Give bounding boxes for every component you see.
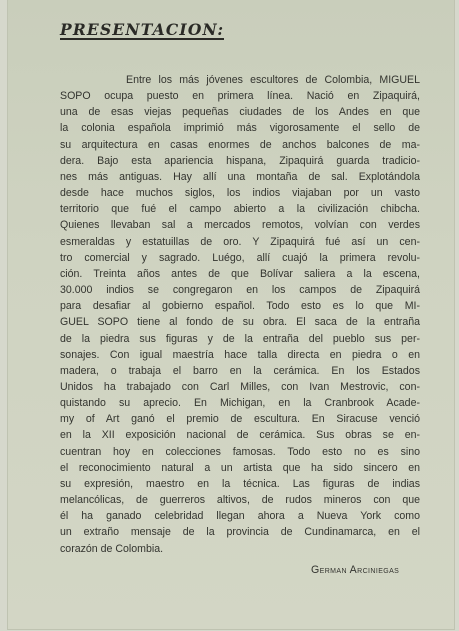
document-page <box>8 0 454 629</box>
paragraph-line: madera, o trabaja el barro en la cerámica. En los Estados <box>60 364 420 377</box>
paragraph-line: Quienes llevaban sal a mercados remotos, volvían con verdes <box>60 219 420 232</box>
paragraph-line: 30.000 indios se congregaron en los campos de Zipaquirá <box>60 284 420 297</box>
paragraph-line: en la XII exposición nacional de cerámica. Sus obras se en- <box>60 429 420 442</box>
paragraph-line: territorio que fué el campo abierto a la civilización chibcha. <box>60 203 420 216</box>
paragraph-line: el reconocimiento natural a un artista que ha sido sincero en <box>60 461 420 474</box>
paragraph-line: Entre los más jóvenes escultores de Colombia, MIGUEL <box>126 74 420 86</box>
paragraph-line: ción. Treinta años antes de que Bolívar saliera a la escena, <box>60 267 420 280</box>
author-signature: German Arciniegas <box>311 564 400 576</box>
paragraph-line: su arquitectura en casas enormes de anchos balcones de ma- <box>60 138 420 151</box>
presentation-paragraph <box>60 72 420 557</box>
paragraph-line: un extraño mensaje de la provincia de Cundinamarca, en el <box>60 526 420 539</box>
paragraph-line: nes más antiguas. Hay allí una montaña de sal. Explotándola <box>60 170 420 183</box>
paragraph-line: Unidos ha trabajado con Carl Milles, con Ivan Mestrovic, con- <box>60 380 420 393</box>
paragraph-line: esmeraldas y estatuillas de oro. Y Zipaquirá fué así un cen- <box>60 235 420 248</box>
paragraph-line: su expresión, maestro en la técnica. Las figuras de indias <box>60 477 420 490</box>
paragraph-line: para desafiar al gobierno español. Todo esto es lo que MI- <box>60 300 420 313</box>
paragraph-line: de la piedra sus figuras y de la entraña del pueblo sus per- <box>60 332 420 345</box>
paragraph-line: quistando su aprecio. En Michigan, en la Cranbrook Acade- <box>60 397 420 410</box>
paragraph-line: sonajes. Con igual maestría hace talla directa en piedra o en <box>60 348 420 361</box>
paragraph-line: dera. Bajo esta apariencia hispana, Zipaquirá guarda tradicio- <box>60 154 420 167</box>
paragraph-line: desde hace muchos siglos, los indios viajaban por un vasto <box>60 187 420 200</box>
page-title: PRESENTACION: <box>60 20 225 39</box>
paragraph-line: GUEL SOPO tiene al fondo de su obra. El saca de la entraña <box>60 316 420 329</box>
paragraph-line: tro comercial y sagrado. Luégo, allí cuajó la primera revolu- <box>60 251 420 264</box>
paragraph-line: my of Art ganó el premio de escultura. En Siracuse venció <box>60 413 420 426</box>
paragraph-line: él ha ganado celebridad llegan ahora a Nueva York como <box>60 510 420 523</box>
paragraph-line: la colonia española imprimió más vigorosamente el sello de <box>60 122 420 135</box>
paragraph-line: corazón de Colombia. <box>60 542 164 555</box>
paragraph-line: una de esas viejas pequeñas ciudades de los Andes en que <box>60 106 420 119</box>
paragraph-line: melancólicas, de guerreros altivos, de rudos mineros con que <box>60 494 420 507</box>
paragraph-line: cuentran hoy en colecciones famosas. Todo esto no es sino <box>60 445 420 458</box>
paragraph-line: SOPO ocupa puesto en primera línea. Nació en Zipaquirá, <box>60 90 420 103</box>
